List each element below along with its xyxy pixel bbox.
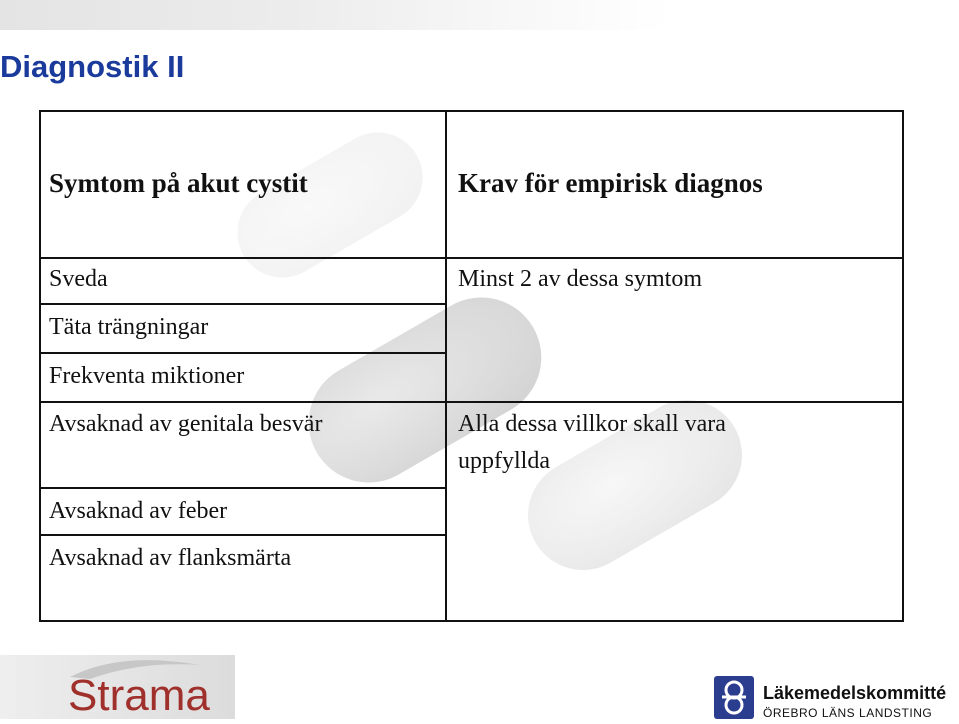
requirement-all-conditions-cont: uppfyllda	[458, 448, 550, 474]
symptom-item: Avsaknad av genitala besvär	[49, 411, 323, 437]
lakemedelskommitte-subtitle: ÖREBRO LÄNS LANDSTING	[763, 706, 933, 720]
requirement-all-conditions: Alla dessa villkor skall vara	[458, 411, 726, 437]
table-row-divider	[39, 401, 904, 403]
symptom-item: Avsaknad av feber	[49, 498, 228, 524]
table-column-divider	[445, 110, 447, 622]
symptom-item: Frekventa miktioner	[49, 363, 245, 389]
strama-logo-text: Strama	[68, 671, 210, 720]
lakemedelskommitte-name: Läkemedelskommitté	[763, 683, 947, 703]
lakemedelskommitte-emblem-icon	[714, 676, 754, 719]
table-row-divider	[39, 352, 446, 354]
top-gradient-band	[0, 0, 959, 30]
table-row-divider	[39, 303, 446, 305]
table-header-symptoms: Symtom på akut cystit	[49, 168, 308, 198]
symptom-item: Täta trängningar	[49, 314, 209, 340]
page-title: Diagnostik II	[0, 49, 185, 84]
table-header-divider	[39, 257, 904, 259]
symptom-item: Sveda	[49, 266, 108, 292]
table-row-divider	[39, 534, 446, 536]
symptom-item: Avsaknad av flanksmärta	[49, 545, 292, 571]
table-row-divider	[39, 487, 446, 489]
table-header-requirements: Krav för empirisk diagnos	[458, 168, 763, 198]
requirement-min-two: Minst 2 av dessa symtom	[458, 266, 702, 292]
